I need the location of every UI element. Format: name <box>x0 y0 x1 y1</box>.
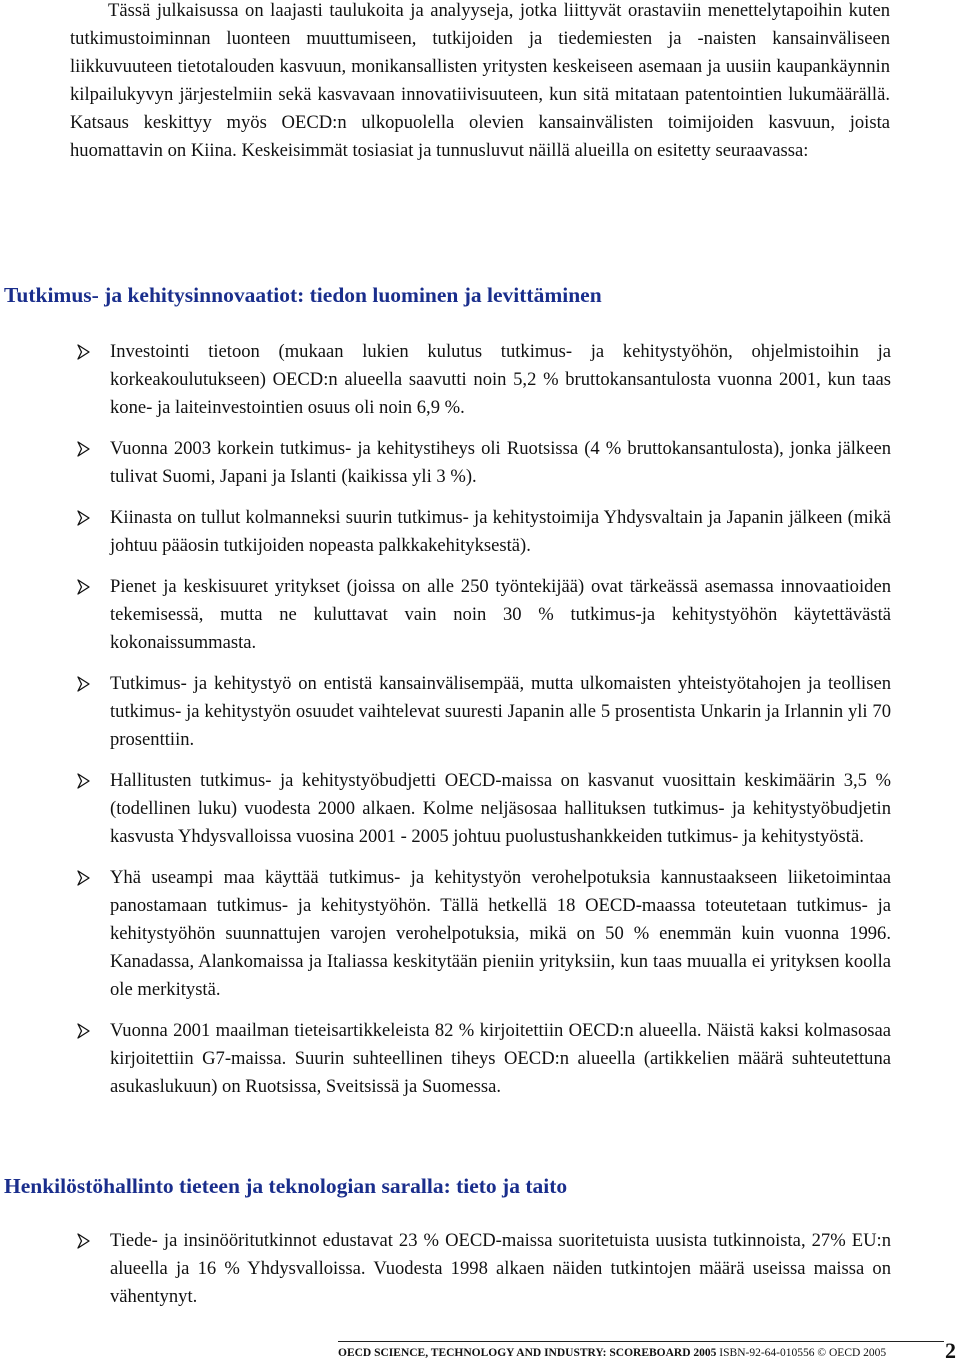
arrow-bullet-icon <box>75 344 91 360</box>
intro-paragraph: Tässä julkaisussa on laajasti taulukoita ja analyyseja, jotka liittyvät orastaviin menettelytapoihin kuten tutkimustoiminnan luonteen muuttumiseen, tutkijoiden ja tiedemiesten ja -naisten kansainväliseen liikkuvuuteen tietotalouden kasvuun, monikansallisten yritysten keskeiseen asemaan ja uusiin kaupankäynnin kilpailukyvyn järjestelmiin sekä kasvavaan innovatiivisuuteen, kun sitä mitataan patentointien lukumäärällä. Katsaus keskittyy myös OECD:n ulkopuolella olevien kansainvälisten toimijoiden kasvuun, joista huomattavin on Kiina. Keskeisimmät tosiasiat ja tunnusluvut näillä alueilla on esitetty seuraavassa: <box>70 0 890 161</box>
bullet-item <box>0 1017 960 1101</box>
page-number: 2 <box>945 1338 956 1363</box>
footer-copyright: © OECD 2005 <box>817 1347 887 1359</box>
bullet-text: Vuonna 2001 maailman tieteisartikkeleista 82 % kirjoitettiin OECD:n alueella. Näistä kaksi kolmasosaa kirjoitettiin G7-maissa. Suurin suhteellinen tiheys OECD:n alueella (artikkelien määrä suhteutettuna asukaslukuun) on Ruotsissa, Sveitsissä ja Suomessa. <box>110 1020 891 1097</box>
bullet-item <box>0 1227 960 1311</box>
bullet-text: Tutkimus- ja kehitystyö on entistä kansainvälisempää, mutta ulkomaisten yhteistyötahojen ja teollisen tutkimus- ja kehitystyön osuudet vaihtelevat suuresti Japanin alle 5 prosentista Unkarin ja Irlannin yli 70 prosenttiin. <box>110 673 891 750</box>
bullet-text: Pienet ja keskisuuret yritykset (joissa on alle 250 työntekijää) ovat tärkeässä asemassa innovaatioiden tekemisessä, mutta ne kuluttavat vain noin 30 % tutkimus-ja kehitystyöhön käytettävästä kokonaissummasta. <box>110 576 891 653</box>
bullet-item <box>0 338 960 422</box>
arrow-bullet-icon <box>75 773 91 789</box>
bullet-item <box>0 864 960 1004</box>
bullet-item <box>0 504 960 560</box>
bullet-text: Vuonna 2003 korkein tutkimus- ja kehitystiheys oli Ruotsissa (4 % bruttokansantulosta), jonka jälkeen tulivat Suomi, Japani ja Islanti (kaikissa yli 3 %). <box>110 438 891 487</box>
footer-citation <box>338 1347 886 1359</box>
arrow-bullet-icon <box>75 441 91 457</box>
section-heading-research: Tutkimus- ja kehitysinnovaatiot: tiedon luominen ja levittäminen <box>4 283 602 307</box>
footer-divider <box>338 1341 944 1342</box>
bullet-list-human-resources <box>0 1227 960 1324</box>
arrow-bullet-icon <box>75 510 91 526</box>
arrow-bullet-icon <box>75 870 91 886</box>
footer-isbn: ISBN-92-64-010556 <box>719 1347 815 1359</box>
section-heading-human-resources: Henkilöstöhallinto tieteen ja teknologian saralla: tieto ja taito <box>4 1174 568 1198</box>
bullet-item <box>0 435 960 491</box>
page-footer <box>0 1340 960 1364</box>
arrow-bullet-icon <box>75 1023 91 1039</box>
bullet-text: Tiede- ja insinööritutkinnot edustavat 23 % OECD-maissa suoritetuista uusista tutkinnoista, 27% EU:n alueella ja 16 % Yhdysvalloissa. Vuodesta 1998 alkaen näiden tutkintojen määrä useissa maissa on vähentynyt. <box>110 1230 891 1307</box>
bullet-list-research <box>0 338 960 1114</box>
bullet-item <box>0 670 960 754</box>
bullet-text: Yhä useampi maa käyttää tutkimus- ja kehitystyön verohelpotuksia kannustaakseen liiketoimintaa panostamaan tutkimus- ja kehitystyöhön. Tällä hetkellä 18 OECD-maassa toteutetaan tutkimus- ja kehitystyöhön suunnattujen varojen verohelpotuksia, mikä on 50 % enemmän kuin vuonna 1996. Kanadassa, Alankomaissa ja Italiassa keskitytään pieniin yrityksiin, kun taas muualla ei yrityksen koolla ole merkitystä. <box>110 867 891 1000</box>
bullet-text: Investointi tietoon (mukaan lukien kulutus tutkimus- ja kehitystyöhön, ohjelmistoihin ja korkeakoulutukseen) OECD:n alueella saavutti noin 5,2 % bruttokansantulosta vuonna 2001, kun taas kone- ja laiteinvestointien osuus oli noin 6,9 %. <box>110 341 891 418</box>
bullet-text: Hallitusten tutkimus- ja kehitystyöbudjetti OECD-maissa on kasvanut vuosittain keskimäärin 3,5 % (todellinen luku) vuodesta 2000 alkaen. Kolme neljäsosaa hallituksen tutkimus- ja kehitystyöbudjetin kasvusta Yhdysvalloissa vuosina 2001 - 2005 johtuu puolustushankkeiden tutkimus- ja kehitystyöstä. <box>110 770 891 847</box>
arrow-bullet-icon <box>75 579 91 595</box>
bullet-text: Kiinasta on tullut kolmanneksi suurin tutkimus- ja kehitystoimija Yhdysvaltain ja Japanin jälkeen (mikä johtuu pääosin tutkijoiden nopeasta palkkakehityksestä). <box>110 507 891 556</box>
footer-publication: OECD SCIENCE, TECHNOLOGY AND INDUSTRY: SCOREBOARD 2005 <box>338 1347 717 1359</box>
bullet-item <box>0 767 960 851</box>
arrow-bullet-icon <box>75 1233 91 1249</box>
arrow-bullet-icon <box>75 676 91 692</box>
bullet-item <box>0 573 960 657</box>
